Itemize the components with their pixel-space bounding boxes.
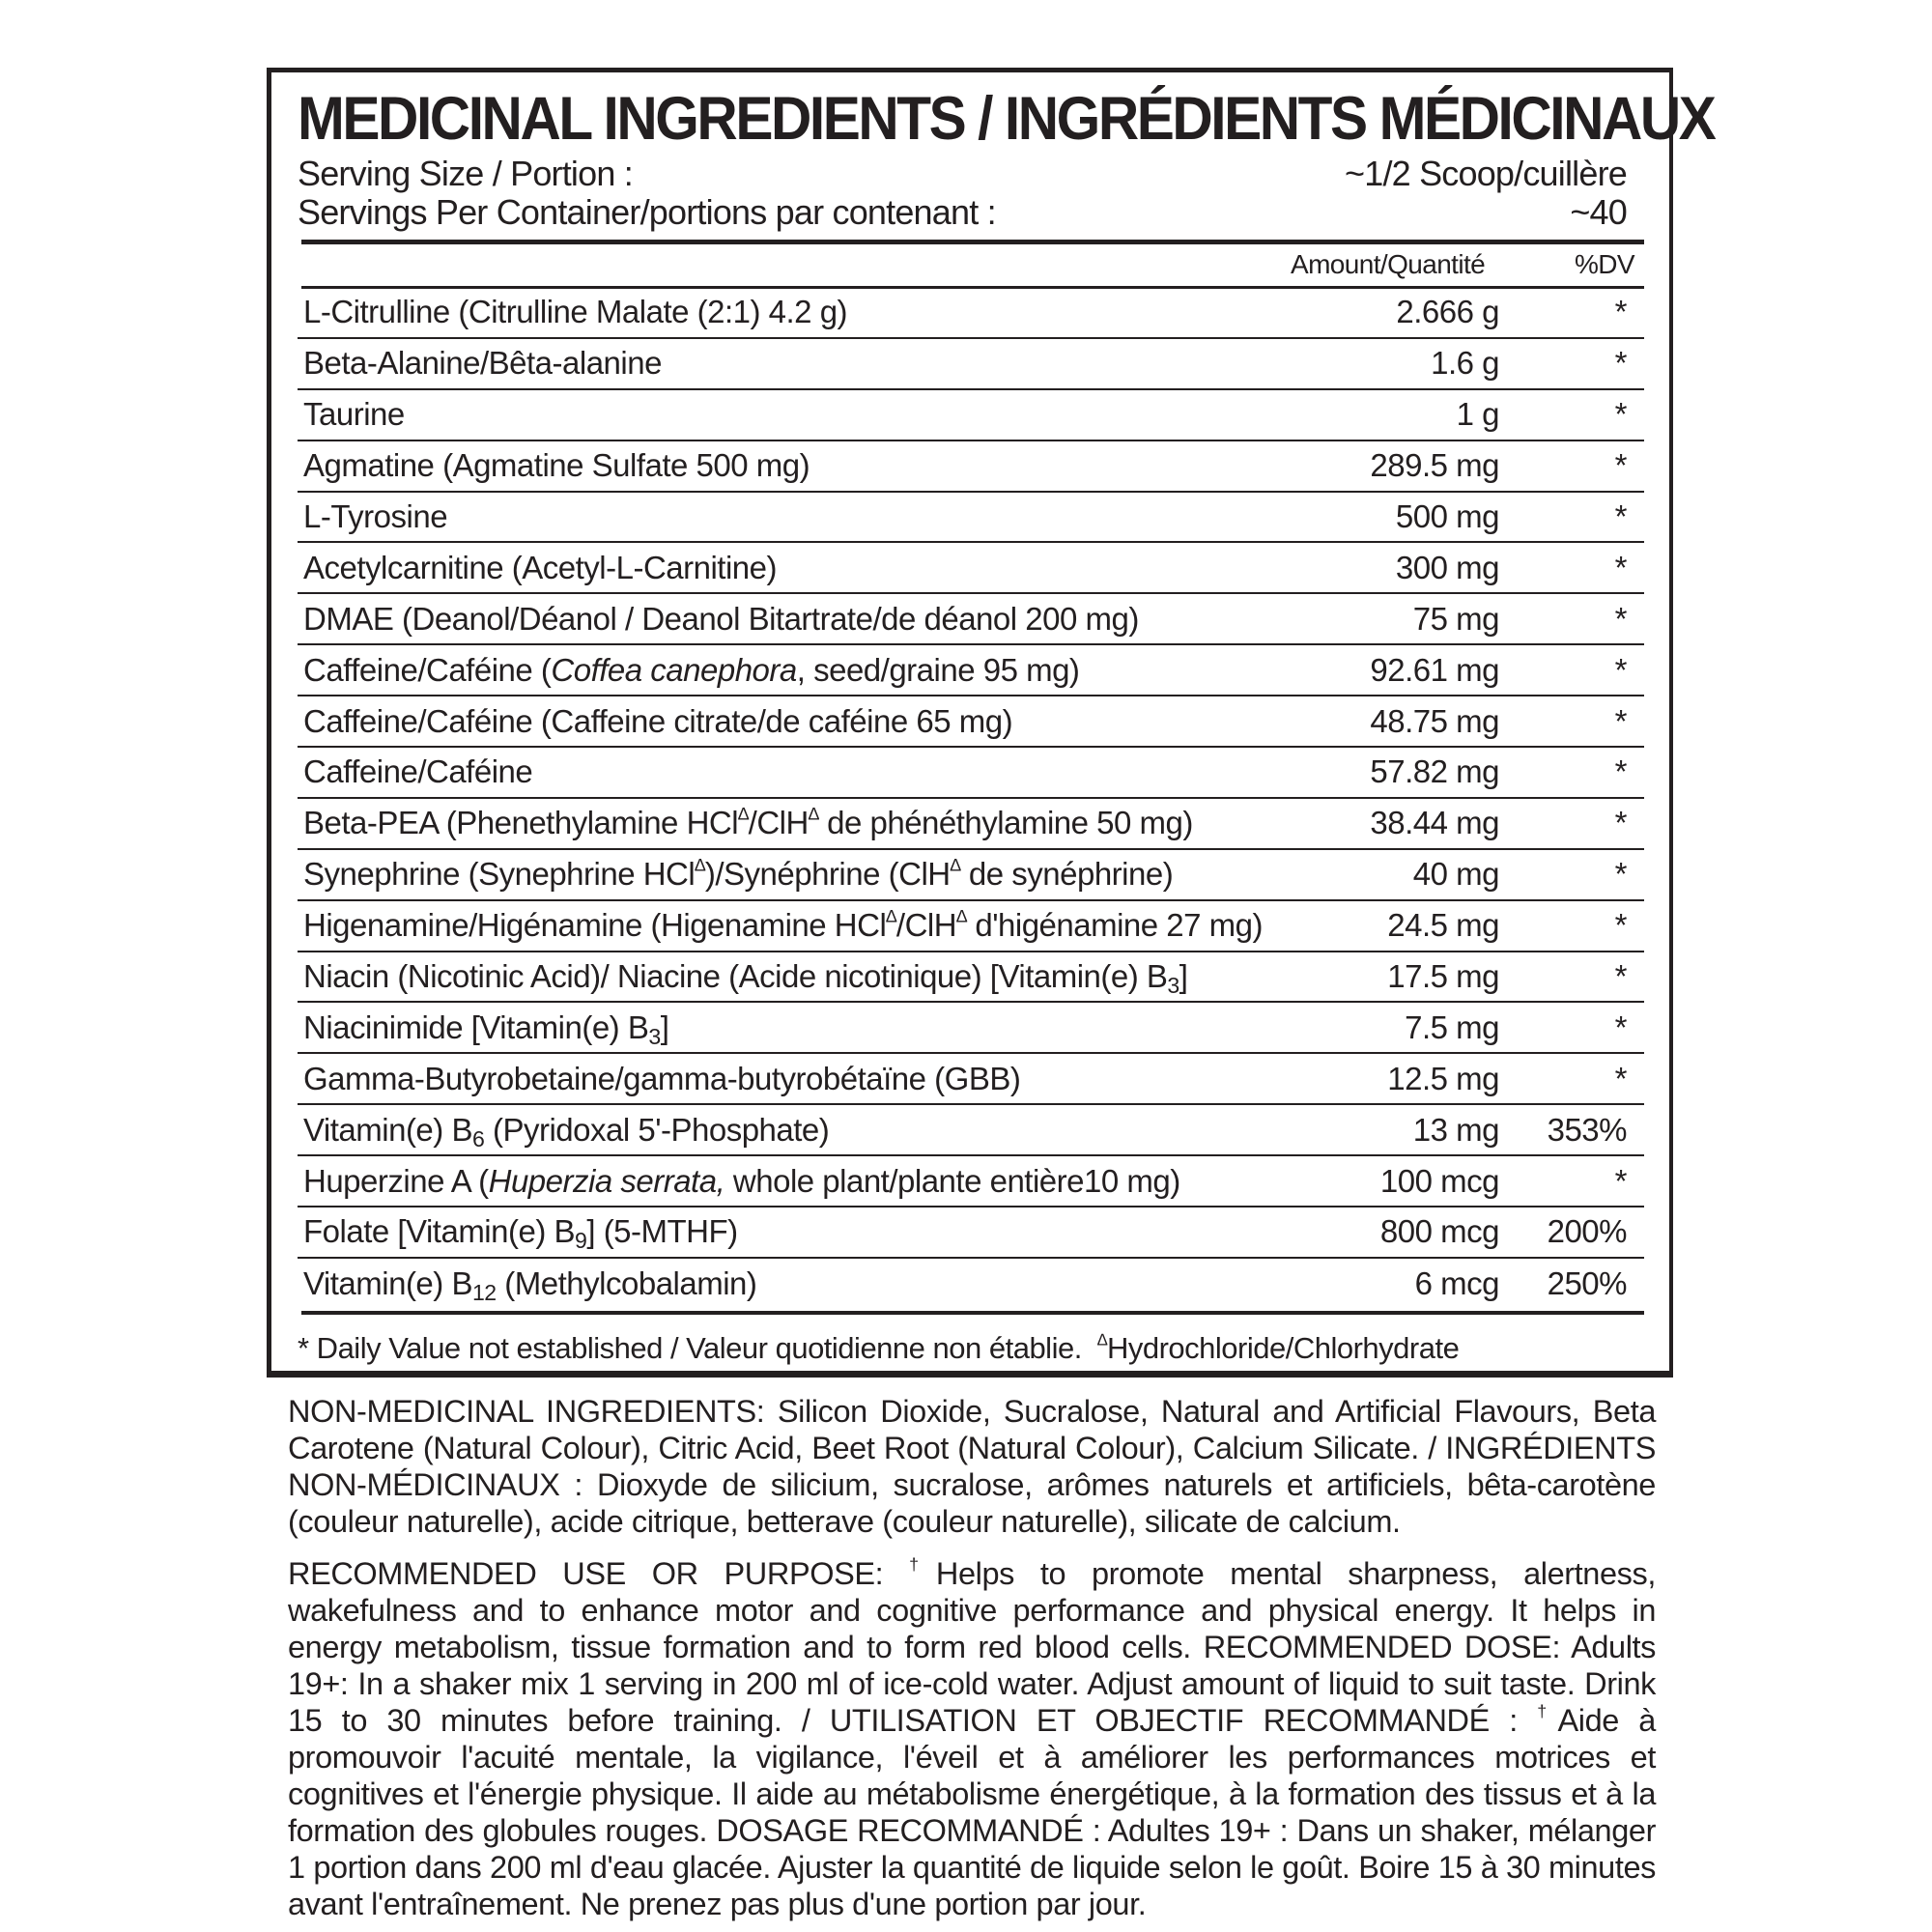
ingredient-name-part: Vitamin(e) B	[303, 1111, 472, 1148]
ingredient-name-part: Huperzia serrata,	[488, 1162, 725, 1199]
ingredient-amount: 300 mg	[1395, 549, 1499, 585]
non-medicinal-label-fr: INGRÉDIENTS NON-MÉDICINAUX :	[288, 1431, 1656, 1502]
ingredient-name-part: Huperzine A (	[303, 1162, 489, 1199]
ingredient-name-part: Niacin (Nicotinic Acid)/ Niacine (Acide nicotinique) [Vitamin(e) B	[303, 958, 1168, 995]
ingredient-name	[303, 856, 1173, 893]
ingredient-name-part: 12	[471, 1280, 497, 1306]
table-row	[298, 594, 1644, 645]
table-row	[298, 493, 1644, 544]
table-row	[298, 1003, 1644, 1054]
table-row	[298, 748, 1644, 799]
ingredient-name	[303, 753, 532, 790]
ingredient-name	[303, 1009, 669, 1049]
triangle-symbol: ∆	[956, 906, 967, 926]
use-label: RECOMMENDED USE OR PURPOSE:	[288, 1556, 884, 1591]
panel-title: MEDICINAL INGREDIENTS / INGRÉDIENTS MÉDICINAUX	[298, 85, 1715, 153]
serving-size-value: ~1/2 Scoop/cuillère	[1345, 154, 1627, 193]
table-row	[298, 1054, 1644, 1105]
ingredient-name-part: Higenamine/Higénamine (Higenamine HCl	[303, 907, 887, 944]
ingredient-dv: *	[1614, 702, 1627, 739]
ingredient-dv: 250%	[1547, 1265, 1627, 1302]
bottom-divider	[301, 1311, 1644, 1315]
table-row	[298, 1259, 1644, 1310]
table-row	[298, 543, 1644, 594]
triangle-symbol: ∆	[1097, 1330, 1107, 1350]
triangle-symbol: ∆	[950, 855, 961, 875]
ingredient-name-part: Synephrine (Synephrine HCl	[303, 856, 696, 893]
ingredient-name-part: Agmatine (Agmatine Sulfate 500 mg)	[303, 447, 810, 484]
table-row	[298, 696, 1644, 748]
ingredient-amount: 12.5 mg	[1387, 1060, 1499, 1096]
ingredient-amount: 17.5 mg	[1387, 958, 1499, 995]
ingredient-name-part: ]	[660, 1009, 669, 1045]
use-label-fr: UTILISATION ET OBJECTIF RECOMMANDÉ :	[829, 1703, 1518, 1738]
ingredient-dv: *	[1614, 651, 1627, 688]
ingredient-name-part: ]	[1179, 958, 1188, 995]
footnote	[298, 1330, 1460, 1365]
use-text-en: Helps to promote mental sharpness, alertness, wakefulness and to enhance motor and cognitive performance and physical energy. It helps in energy metabolism, tissue formation and to form red blood cells.	[288, 1556, 1656, 1664]
ingredient-amount: 38.44 mg	[1370, 805, 1499, 841]
ingredient-amount: 40 mg	[1412, 856, 1499, 893]
ingredient-name-part: L-Citrulline (Citrulline Malate (2:1) 4.2 g)	[303, 294, 848, 330]
dagger-symbol-fr: †	[1537, 1701, 1558, 1721]
table-row	[298, 1105, 1644, 1156]
table-row	[298, 799, 1644, 850]
ingredient-name-part: Vitamin(e) B	[303, 1265, 472, 1302]
ingredient-name-part: 3	[1167, 972, 1179, 998]
ingredient-name-part: (Pyridoxal 5'-Phosphate)	[484, 1111, 830, 1148]
ingredient-name	[303, 345, 662, 382]
ingredient-dv: *	[1614, 1162, 1627, 1199]
table-row	[298, 339, 1644, 390]
ingredient-name-part: (Methylcobalamin)	[496, 1265, 757, 1302]
ingredient-amount: 1 g	[1456, 396, 1499, 433]
dose-label-fr: DOSAGE RECOMMANDÉ	[716, 1813, 1084, 1848]
dose-label: RECOMMENDED DOSE	[1203, 1630, 1552, 1664]
table-row	[298, 1156, 1644, 1208]
table-row	[298, 1208, 1644, 1259]
dose-text-fr: : Adultes 19+ : Dans un shaker, mélanger 1 portion dans 200 ml d'eau glacée. Ajuster la quantité de liquide selon le goût. Boire 15 à 30 minutes avant l'entraînement. Ne prenez pas plus d'une portion par jour.	[288, 1813, 1656, 1921]
ingredient-name	[303, 396, 405, 433]
ingredient-dv: *	[1614, 1060, 1627, 1096]
ingredient-name	[303, 550, 777, 586]
triangle-symbol: ∆	[808, 804, 819, 824]
dv-column-header: %DV	[1575, 249, 1634, 279]
ingredient-name	[303, 805, 1193, 841]
ingredient-amount: 57.82 mg	[1370, 753, 1499, 790]
ingredient-name-part: Caffeine/Caféine	[303, 753, 533, 790]
serving-size-label: Serving Size / Portion :	[298, 154, 633, 193]
use-text-fr: Aide à promouvoir l'acuité mentale, la vigilance, l'éveil et à améliorer les performances motrices et cognitives et l'énergie physique. Il aide au métabolisme énergétique, à la formation des tissus et à la formation des globules rouges.	[288, 1703, 1656, 1848]
ingredient-dv: *	[1614, 753, 1627, 790]
ingredient-dv: *	[1614, 805, 1627, 841]
footnote-text: * Daily Value not established / Valeur quotidienne non établie.	[298, 1331, 1082, 1365]
ingredient-amount: 800 mcg	[1379, 1213, 1499, 1250]
triangle-symbol: ∆	[886, 906, 896, 926]
ingredient-dv: *	[1614, 856, 1627, 893]
ingredient-name	[303, 958, 1188, 998]
ingredient-amount: 1.6 g	[1431, 345, 1499, 382]
ingredient-dv: *	[1614, 907, 1627, 944]
ingredient-name-part: de synéphrine)	[960, 856, 1174, 893]
ingredient-name-part: d'higénamine 27 mg)	[966, 907, 1264, 944]
ingredient-name-part: Caffeine/Caféine (Caffeine citrate/de caféine 65 mg)	[303, 702, 1013, 739]
ingredient-amount: 24.5 mg	[1387, 907, 1499, 944]
footnote-hcl: Hydrochloride/Chlorhydrate	[1106, 1331, 1460, 1365]
ingredient-name	[303, 447, 810, 484]
ingredient-name	[303, 907, 1263, 944]
ingredient-amount: 500 mg	[1395, 498, 1499, 534]
ingredient-name-part: Taurine	[303, 396, 405, 433]
ingredient-dv: *	[1614, 447, 1627, 484]
ingredient-name-part: L-Tyrosine	[303, 498, 448, 534]
ingredient-name-part: Folate [Vitamin(e) B	[303, 1213, 576, 1250]
ingredient-dv: *	[1614, 549, 1627, 585]
table-row	[298, 952, 1644, 1004]
ingredient-name	[303, 1213, 738, 1254]
ingredient-name-part: Acetylcarnitine (Acetyl-L-Carnitine)	[303, 549, 778, 585]
ingredient-name	[303, 294, 847, 330]
ingredient-name-part: Niacinimide [Vitamin(e) B	[303, 1009, 649, 1045]
dose-text: : Adults 19+: In a shaker mix 1 serving in 200 ml of ice-cold water. Adjust amount of liquid to suit taste. Drink 15 to 30 minutes before training. /	[288, 1630, 1657, 1738]
ingredient-name	[303, 652, 1079, 689]
ingredient-name-part: DMAE (Deanol/Déanol / Deanol Bitartrate/de déanol 200 mg)	[303, 600, 1139, 637]
ingredient-name-part: 9	[575, 1228, 587, 1254]
servings-per-container-row	[298, 192, 1631, 232]
ingredient-name-part: de phénéthylamine 50 mg)	[818, 805, 1193, 841]
ingredient-dv: *	[1614, 294, 1627, 330]
ingredient-amount: 100 mcg	[1379, 1162, 1499, 1199]
ingredient-name-part: Gamma-Butyrobetaine/gamma-butyrobétaïne (GBB)	[303, 1060, 1021, 1096]
ingredient-table	[298, 288, 1644, 1310]
triangle-symbol: ∆	[738, 804, 749, 824]
ingredient-amount: 2.666 g	[1396, 294, 1499, 330]
triangle-symbol: ∆	[695, 855, 705, 875]
table-row	[298, 901, 1644, 952]
ingredient-amount: 6 mcg	[1414, 1265, 1499, 1302]
ingredient-amount: 48.75 mg	[1370, 702, 1499, 739]
ingredient-name	[303, 1163, 1180, 1200]
ingredient-name-part: Caffeine/Caféine (	[303, 651, 552, 688]
serving-size-row	[298, 156, 1631, 191]
ingredient-dv: *	[1614, 1009, 1627, 1045]
non-medicinal-ingredients	[288, 1393, 1656, 1540]
table-row	[298, 441, 1644, 493]
servings-per-value: ~40	[1570, 192, 1627, 232]
ingredient-name-part: ] (5-MTHF)	[586, 1213, 738, 1250]
ingredient-amount: 7.5 mg	[1405, 1009, 1499, 1045]
non-medicinal-label: NON-MEDICINAL INGREDIENTS:	[288, 1394, 765, 1429]
ingredient-name-part: /ClH	[895, 907, 957, 944]
ingredient-dv: 353%	[1547, 1111, 1627, 1148]
top-divider	[301, 240, 1644, 244]
dagger-symbol: †	[909, 1554, 936, 1575]
ingredient-name	[303, 601, 1139, 638]
ingredient-name	[303, 1265, 757, 1306]
ingredient-dv: *	[1614, 958, 1627, 995]
table-row	[298, 850, 1644, 901]
ingredient-amount: 75 mg	[1412, 600, 1499, 637]
table-row	[298, 390, 1644, 441]
ingredient-name-part: /ClH	[748, 805, 809, 841]
ingredient-name	[303, 498, 447, 535]
ingredient-name-part: Beta-Alanine/Bêta-alanine	[303, 345, 662, 382]
ingredient-name-part: 3	[648, 1023, 661, 1049]
ingredient-dv: 200%	[1547, 1213, 1627, 1250]
ingredient-dv: *	[1614, 498, 1627, 534]
ingredient-dv: *	[1614, 600, 1627, 637]
table-row	[298, 645, 1644, 696]
ingredient-name-part: Beta-PEA (Phenethylamine HCl	[303, 805, 739, 841]
ingredient-name-part: , seed/graine 95 mg)	[796, 651, 1080, 688]
ingredient-name-part: 6	[471, 1125, 485, 1151]
ingredient-name-part: )/Synéphrine (ClH	[704, 856, 951, 893]
non-medicinal-text-en: Silicon Dioxide, Sucralose, Natural and Artificial Flavours, Beta Carotene (Natural Colour), Citric Acid, Beet Root (Natural Colour), Calcium Silicate. /	[288, 1394, 1657, 1465]
ingredient-name	[303, 703, 1012, 740]
non-medicinal-text-fr: Dioxyde de silicium, sucralose, arômes naturels et artificiels, bêta-carotène (couleur naturelle), acide citrique, betterave (couleur naturelle), silicate de calcium.	[288, 1467, 1656, 1539]
recommended-use	[288, 1555, 1656, 1922]
ingredient-name-part: whole plant/plante entière10 mg)	[724, 1162, 1180, 1199]
ingredient-amount: 92.61 mg	[1370, 651, 1499, 688]
servings-per-label: Servings Per Container/portions par contenant :	[298, 192, 996, 232]
ingredient-dv: *	[1614, 345, 1627, 382]
ingredient-amount: 13 mg	[1412, 1111, 1499, 1148]
ingredient-name	[303, 1061, 1020, 1097]
ingredient-name	[303, 1112, 829, 1149]
ingredient-amount: 289.5 mg	[1370, 447, 1499, 484]
ingredient-name-part: Coffea canephora	[551, 651, 797, 688]
ingredient-dv: *	[1614, 396, 1627, 433]
table-row	[298, 288, 1644, 339]
amount-column-header: Amount/Quantité	[1291, 249, 1486, 279]
